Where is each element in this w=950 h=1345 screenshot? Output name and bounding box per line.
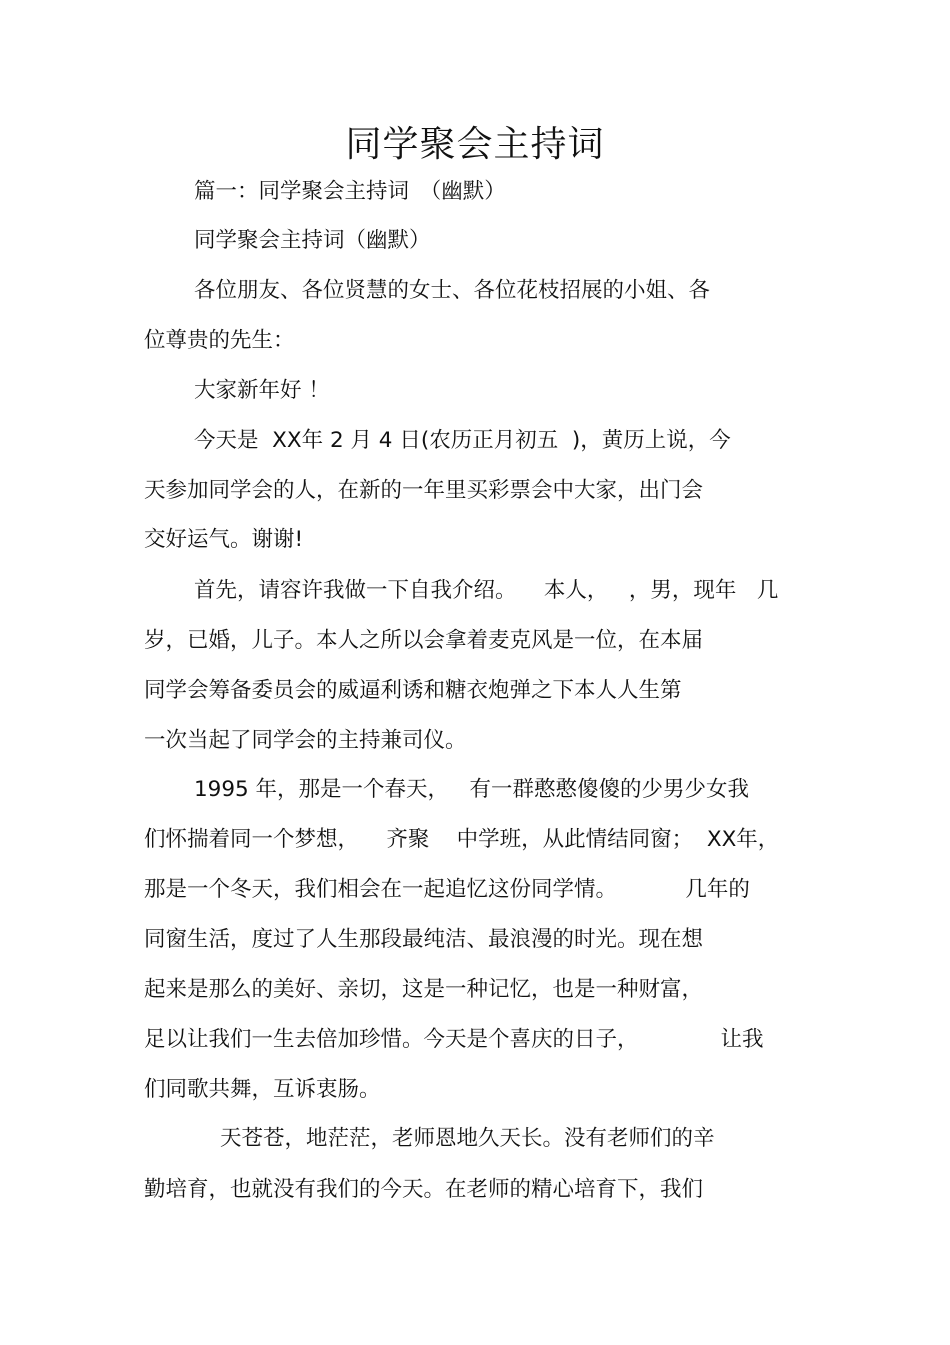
text-line: 一次当起了同学会的主持兼司仪。 — [144, 728, 467, 753]
text-line: 各位朋友、各位贤慧的女士、各位花枝招展的小姐、各 — [194, 278, 711, 303]
text-line: 起来是那么的美好、亲切，这是一种记忆，也是一种财富， — [144, 977, 704, 1002]
text-line: 同窗生活，度过了人生那段最纯洁、最浪漫的时光。现在想 — [144, 927, 704, 952]
text-line: 天苍苍，地茫茫，老师恩地久天长。没有老师们的辛 — [220, 1126, 715, 1151]
text-line: 同学会筹备委员会的威逼利诱和糖衣炮弹之下本人人生第 — [144, 678, 682, 703]
text-line: 岁，已婚，儿子。本人之所以会拿着麦克风是一位，在本届 — [144, 628, 704, 653]
text-line: 今天是 XX年 2 月 4 日(农历正月初五 )，黄历上说，今 — [194, 428, 731, 453]
text-line: 们怀揣着同一个梦想， 齐聚 中学班，从此情结同窗； XX年， — [144, 827, 780, 852]
text-line: 们同歌共舞，互诉衷肠。 — [144, 1077, 381, 1102]
text-line: 勤培育，也就没有我们的今天。在老师的精心培育下，我们 — [144, 1177, 704, 1202]
text-line: 首先，请容许我做一下自我介绍。 本人， ，男，现年 几 — [194, 578, 779, 603]
text-line: 足以让我们一生去倍加珍惜。今天是个喜庆的日子， 让我 — [144, 1027, 764, 1052]
text-line: 位尊贵的先生： — [144, 328, 295, 353]
document-title: 同学聚会主持词 — [345, 124, 605, 165]
text-line: 交好运气。谢谢! — [144, 527, 304, 552]
text-line: 1995 年，那是一个春天， 有一群憨憨傻傻的少男少女我 — [194, 777, 750, 802]
text-line: 天参加同学会的人，在新的一年里买彩票会中大家，出门会 — [144, 478, 704, 503]
text-line: 同学聚会主持词（幽默） — [194, 228, 431, 253]
text-line: 那是一个冬天，我们相会在一起追忆这份同学情。 几年的 — [144, 877, 750, 902]
text-line: 大家新年好 ！ — [194, 378, 330, 403]
text-line: 篇一：同学聚会主持词 （幽默） — [194, 179, 506, 204]
